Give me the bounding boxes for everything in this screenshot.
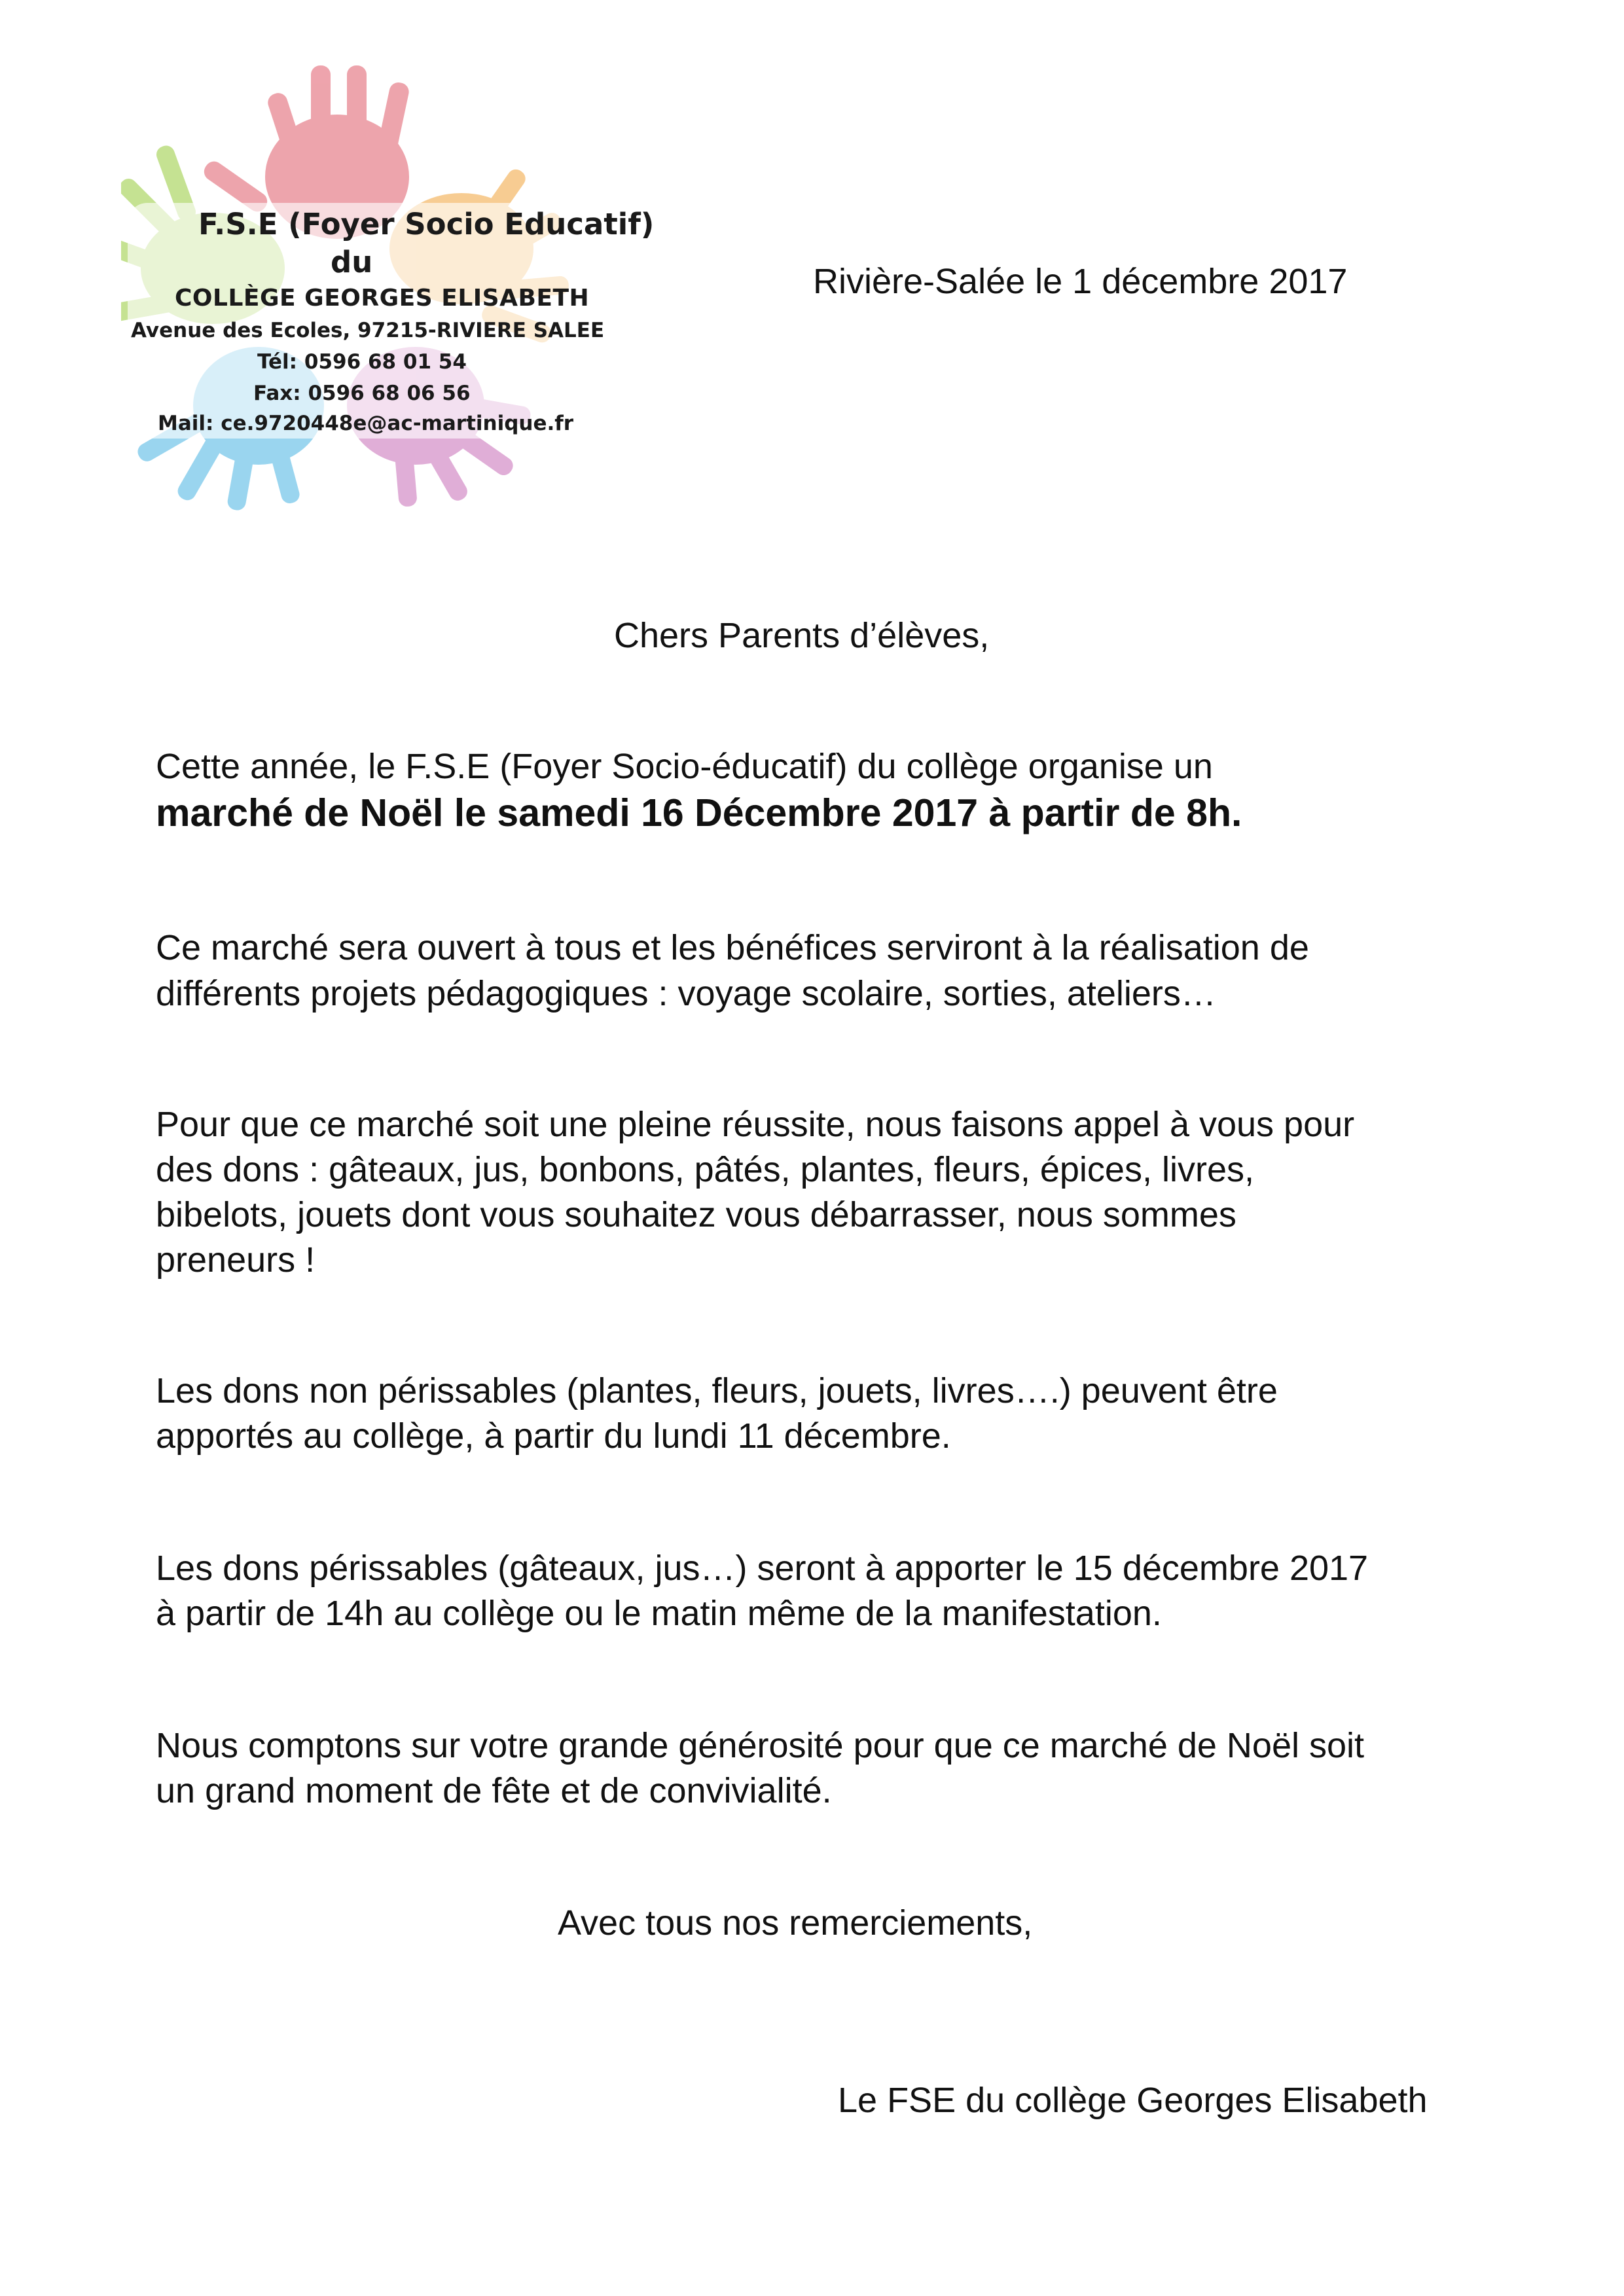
- logo-fax: Fax: 0596 68 06 56: [253, 382, 471, 405]
- logo-college-name: COLLÈGE GEORGES ELISABETH: [175, 285, 590, 312]
- paragraph-2-line-1: Ce marché sera ouvert à tous et les bénéfices serviront à la réalisation de: [156, 928, 1309, 967]
- paragraph-1-line-1: Cette année, le F.S.E (Foyer Socio-éducatif) du collège organise un: [156, 747, 1213, 786]
- paragraph-5-line-2: à partir de 14h au collège ou le matin même de la manifestation.: [156, 1594, 1162, 1633]
- logo-telephone: Tél: 0596 68 01 54: [257, 350, 467, 374]
- logo-email: Mail: ce.9720448e@ac-martinique.fr: [158, 412, 574, 435]
- signature: Le FSE du collège Georges Elisabeth: [838, 2081, 1428, 2120]
- fse-logo: [121, 52, 655, 511]
- paragraph-4-line-2: apportés au collège, à partir du lundi 11 décembre.: [156, 1416, 951, 1456]
- paragraph-4-line-1: Les dons non périssables (plantes, fleurs, jouets, livres….) peuvent être: [156, 1371, 1278, 1410]
- paragraph-1-highlight: marché de Noël le samedi 16 Décembre 2017 à partir de 8h.: [156, 791, 1242, 834]
- paragraph-3-line-2: des dons : gâteaux, jus, bonbons, pâtés, plantes, fleurs, épices, livres,: [156, 1150, 1254, 1189]
- closing-line: Avec tous nos remerciements,: [558, 1903, 1033, 1943]
- paragraph-6-line-2: un grand moment de fête et de convivialité.: [156, 1771, 832, 1810]
- paragraph-3-line-4: preneurs !: [156, 1240, 316, 1280]
- paragraph-3-line-3: bibelots, jouets dont vous souhaitez vous débarrasser, nous sommes: [156, 1195, 1236, 1234]
- paragraph-2-line-2: différents projets pédagogiques : voyage scolaire, sorties, ateliers…: [156, 974, 1216, 1013]
- salutation: Chers Parents d’élèves,: [614, 616, 990, 655]
- logo-du: du: [331, 245, 373, 279]
- logo-address: Avenue des Ecoles, 97215-RIVIERE SALEE: [131, 319, 605, 342]
- place-and-date: Rivière-Salée le 1 décembre 2017: [813, 262, 1348, 301]
- paragraph-6-line-1: Nous comptons sur votre grande générosité pour que ce marché de Noël soit: [156, 1726, 1365, 1765]
- paragraph-5-line-1: Les dons périssables (gâteaux, jus…) seront à apporter le 15 décembre 2017: [156, 1549, 1369, 1588]
- paragraph-3-line-1: Pour que ce marché soit une pleine réussite, nous faisons appel à vous pour: [156, 1105, 1355, 1144]
- logo-title: F.S.E (Foyer Socio Educatif): [198, 207, 655, 242]
